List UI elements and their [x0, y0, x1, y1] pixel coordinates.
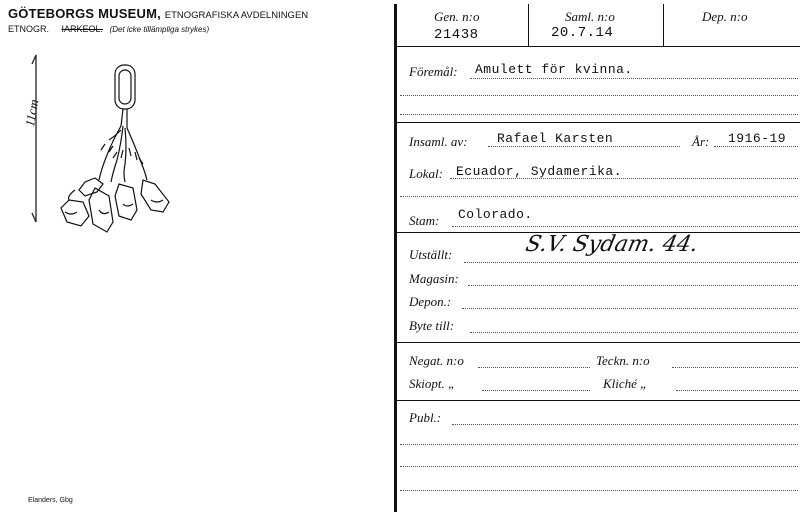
header-divider-2 [663, 4, 664, 46]
dep-no-label: Dep. n:o [702, 9, 748, 24]
lokal-value: Ecuador, Sydamerika. [456, 164, 623, 179]
byte-till-dots [470, 332, 798, 333]
insaml-dots [488, 146, 680, 147]
card-left-border [394, 4, 397, 512]
foremal-label: Föremål: [409, 64, 458, 79]
category-etnogr: ETNOGR. [8, 24, 50, 34]
utstallt-label: Utställt: [409, 247, 453, 262]
scale-arrow [24, 50, 48, 230]
foremal-dots [470, 78, 798, 79]
kliche-dots [676, 390, 798, 391]
stam-dots [452, 226, 798, 227]
teckn-label: Teckn. n:o [596, 353, 650, 368]
saml-no-label: Saml. n:o [565, 9, 615, 24]
lokal-dots-2 [400, 196, 798, 197]
magasin-dots [468, 285, 798, 286]
category-line [8, 24, 209, 34]
stam-label: Stam: [409, 213, 440, 228]
publ-label: Publ.: [409, 410, 442, 425]
magasin-label: Magasin: [409, 271, 459, 286]
publ-dots-3 [400, 466, 798, 467]
rule-storage [397, 342, 800, 343]
printer-mark: Elanders, Gbg [28, 497, 73, 504]
ar-value: 1916-19 [728, 131, 787, 146]
rule-object [397, 122, 800, 123]
publ-dots-1 [452, 424, 798, 425]
depon-dots [462, 308, 798, 309]
saml-no-value: 20.7.14 [551, 25, 614, 41]
insaml-value: Rafael Karsten [497, 131, 614, 146]
rule-header [397, 46, 800, 47]
gen-no-value: 21438 [434, 27, 479, 43]
scale-label: 11cm [22, 98, 42, 128]
negat-label: Negat. n:o [409, 353, 464, 368]
negat-dots [478, 367, 590, 368]
ar-label: År: [692, 134, 710, 149]
stam-value: Colorado. [458, 207, 533, 222]
foremal-dots-3 [400, 114, 798, 115]
byte-till-label: Byte till: [409, 318, 455, 333]
lokal-dots [450, 178, 798, 179]
utstallt-dots [464, 262, 798, 263]
ar-dots [714, 146, 798, 147]
publ-dots-2 [400, 444, 798, 445]
gen-no-label: Gen. n:o [434, 9, 480, 24]
foremal-dots-2 [400, 95, 798, 96]
foremal-value: Amulett för kvinna. [475, 62, 633, 77]
kliche-label: Kliché „ [603, 376, 648, 391]
department-name: ETNOGRAFISKA AVDELNINGEN [164, 10, 309, 21]
depon-label: Depon.: [409, 294, 452, 309]
skiopt-label: Skiopt. „ [409, 376, 456, 391]
amulet-drawing [55, 60, 180, 240]
publ-dots-4 [400, 490, 798, 491]
museum-name: GÖTEBORGS MUSEUM, [8, 6, 161, 21]
lokal-label: Lokal: [409, 166, 443, 181]
insaml-label: Insaml. av: [409, 134, 468, 149]
teckn-dots [672, 367, 798, 368]
category-arkeol-struck: IARKEOL. [61, 24, 104, 34]
museum-header [8, 6, 308, 21]
header-divider-1 [528, 4, 529, 46]
utstallt-handwritten-value: S.V. Sydam. 44. [523, 232, 701, 257]
rule-images [397, 400, 800, 401]
skiopt-dots [482, 390, 590, 391]
category-note: (Det icke tillämpliga strykes) [109, 25, 210, 34]
